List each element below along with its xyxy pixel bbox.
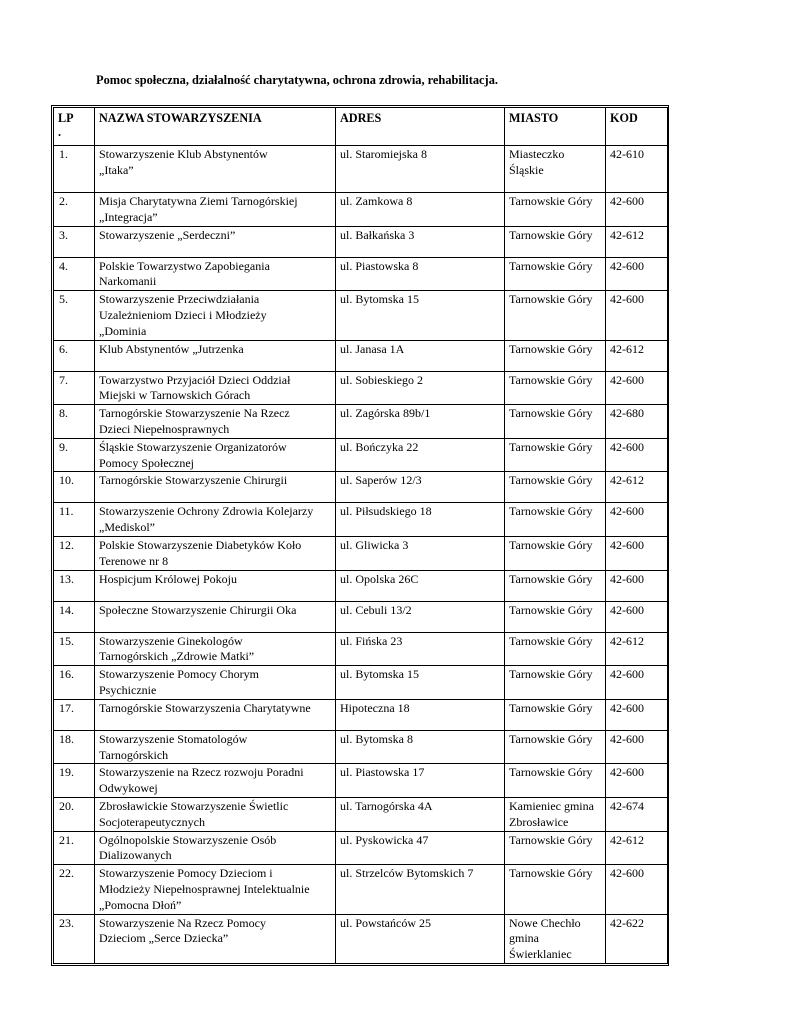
cell-name: Tarnogórskie Stowarzyszenie Chirurgii: [95, 472, 336, 503]
cell-lp: 21.: [54, 831, 95, 865]
cell-city: Tarnowskie Góry: [505, 503, 606, 537]
table-row: [54, 193, 668, 227]
cell-city: Tarnowskie Góry: [505, 226, 606, 257]
cell-lp: 9.: [54, 438, 95, 472]
table-row: [54, 340, 668, 371]
cell-address: ul. Bończyka 22: [336, 438, 505, 472]
cell-name: Stowarzyszenie Pomocy Chorym Psychicznie: [95, 666, 336, 700]
cell-address: ul. Bytomska 15: [336, 291, 505, 340]
table-row: [54, 865, 668, 914]
cell-code: 42-600: [606, 764, 668, 798]
cell-code: 42-600: [606, 503, 668, 537]
cell-name: Towarzystwo Przyjaciół Dzieci Oddział Miejski w Tarnowskich Górach: [95, 371, 336, 405]
table-row: [54, 831, 668, 865]
cell-city: Miasteczko Śląskie: [505, 146, 606, 193]
table-row: [54, 291, 668, 340]
cell-city: Tarnowskie Góry: [505, 193, 606, 227]
cell-name: Ogólnopolskie Stowarzyszenie Osób Dializowanych: [95, 831, 336, 865]
cell-code: 42-600: [606, 291, 668, 340]
column-header-city: MIASTO: [505, 108, 606, 146]
cell-address: ul. Pyskowicka 47: [336, 831, 505, 865]
cell-city: Tarnowskie Góry: [505, 340, 606, 371]
cell-code: 42-622: [606, 914, 668, 963]
cell-name: Hospicjum Królowej Pokoju: [95, 570, 336, 601]
cell-address: ul. Staromiejska 8: [336, 146, 505, 193]
cell-name: Stowarzyszenie Stomatologów Tarnogórskich: [95, 730, 336, 764]
cell-name: Stowarzyszenie Przeciwdziałania Uzależnieniom Dzieci i Młodzieży „Dominia: [95, 291, 336, 340]
cell-code: 42-600: [606, 371, 668, 405]
cell-name: Stowarzyszenie „Serdeczni”: [95, 226, 336, 257]
cell-address: ul. Sobieskiego 2: [336, 371, 505, 405]
table-row: [54, 601, 668, 632]
table-row: [54, 472, 668, 503]
cell-name: Misja Charytatywna Ziemi Tarnogórskiej „Integracja”: [95, 193, 336, 227]
cell-address: ul. Tarnogórska 4A: [336, 797, 505, 831]
table-row: [54, 797, 668, 831]
table-row: [54, 405, 668, 439]
cell-name: Stowarzyszenie Pomocy Dzieciom i Młodzieży Niepełnosprawnej Intelektualnie „Pomocna Dłoń”: [95, 865, 336, 914]
associations-table: [53, 107, 668, 964]
cell-lp: 19.: [54, 764, 95, 798]
column-header-lp: [54, 108, 95, 146]
cell-address: ul. Bytomska 8: [336, 730, 505, 764]
table-row: [54, 632, 668, 666]
cell-lp: 15.: [54, 632, 95, 666]
document-heading: Pomoc społeczna, działalność charytatywna, ochrona zdrowia, rehabilitacja.: [96, 73, 498, 87]
table-row: [54, 666, 668, 700]
cell-lp: 17.: [54, 699, 95, 730]
table-row: [54, 699, 668, 730]
table-body: [54, 146, 668, 964]
cell-code: 42-600: [606, 570, 668, 601]
cell-code: 42-610: [606, 146, 668, 193]
cell-address: ul. Opolska 26C: [336, 570, 505, 601]
cell-lp: 7.: [54, 371, 95, 405]
cell-lp: 18.: [54, 730, 95, 764]
cell-city: Tarnowskie Góry: [505, 257, 606, 291]
cell-city: Tarnowskie Góry: [505, 601, 606, 632]
cell-lp: 12.: [54, 536, 95, 570]
cell-code: 42-612: [606, 226, 668, 257]
cell-lp: 1.: [54, 146, 95, 193]
cell-name: Stowarzyszenie Ochrony Zdrowia Kolejarzy „Mediskol”: [95, 503, 336, 537]
cell-code: 42-612: [606, 472, 668, 503]
cell-city: Tarnowskie Góry: [505, 831, 606, 865]
cell-code: 42-600: [606, 730, 668, 764]
cell-code: 42-612: [606, 340, 668, 371]
cell-city: Kamieniec gmina Zbrosławice: [505, 797, 606, 831]
cell-code: 42-680: [606, 405, 668, 439]
cell-city: Nowe Chechło gmina Świerklaniec: [505, 914, 606, 963]
cell-city: Tarnowskie Góry: [505, 865, 606, 914]
table-row: [54, 503, 668, 537]
cell-lp: 11.: [54, 503, 95, 537]
cell-lp: 20.: [54, 797, 95, 831]
cell-code: 42-600: [606, 536, 668, 570]
cell-name: Stowarzyszenie na Rzecz rozwoju Poradni Odwykowej: [95, 764, 336, 798]
cell-lp: 22.: [54, 865, 95, 914]
cell-address: ul. Zamkowa 8: [336, 193, 505, 227]
cell-address: ul. Powstańców 25: [336, 914, 505, 963]
cell-city: Tarnowskie Góry: [505, 730, 606, 764]
cell-code: 42-600: [606, 865, 668, 914]
table-row: [54, 914, 668, 963]
table-row: [54, 764, 668, 798]
column-header-lp-text: LP .: [58, 111, 74, 139]
cell-name: Polskie Stowarzyszenie Diabetyków Koło Terenowe nr 8: [95, 536, 336, 570]
cell-lp: 23.: [54, 914, 95, 963]
table-row: [54, 570, 668, 601]
cell-city: Tarnowskie Góry: [505, 570, 606, 601]
table-row: [54, 226, 668, 257]
cell-name: Zbrosławickie Stowarzyszenie Świetlic Socjoterapeutycznych: [95, 797, 336, 831]
cell-city: Tarnowskie Góry: [505, 699, 606, 730]
cell-city: Tarnowskie Góry: [505, 438, 606, 472]
cell-code: 42-600: [606, 257, 668, 291]
cell-address: ul. Piastowska 8: [336, 257, 505, 291]
cell-address: ul. Bytomska 15: [336, 666, 505, 700]
cell-lp: 13.: [54, 570, 95, 601]
table-row: [54, 730, 668, 764]
cell-name: Klub Abstynentów „Jutrzenka: [95, 340, 336, 371]
cell-code: 42-612: [606, 632, 668, 666]
table-row: [54, 536, 668, 570]
cell-lp: 16.: [54, 666, 95, 700]
cell-city: Tarnowskie Góry: [505, 371, 606, 405]
cell-name: Społeczne Stowarzyszenie Chirurgii Oka: [95, 601, 336, 632]
cell-lp: 3.: [54, 226, 95, 257]
cell-address: ul. Cebuli 13/2: [336, 601, 505, 632]
cell-code: 42-600: [606, 699, 668, 730]
cell-city: Tarnowskie Góry: [505, 632, 606, 666]
cell-name: Stowarzyszenie Ginekologów Tarnogórskich „Zdrowie Matki”: [95, 632, 336, 666]
cell-name: Stowarzyszenie Na Rzecz Pomocy Dzieciom „Serce Dziecka”: [95, 914, 336, 963]
cell-address: ul. Gliwicka 3: [336, 536, 505, 570]
cell-lp: 2.: [54, 193, 95, 227]
cell-code: 42-674: [606, 797, 668, 831]
cell-code: 42-600: [606, 438, 668, 472]
cell-address: Hipoteczna 18: [336, 699, 505, 730]
cell-name: Śląskie Stowarzyszenie Organizatorów Pomocy Społecznej: [95, 438, 336, 472]
cell-city: Tarnowskie Góry: [505, 405, 606, 439]
table-row: [54, 371, 668, 405]
column-header-name: NAZWA STOWARZYSZENIA: [95, 108, 336, 146]
cell-name: Tarnogórskie Stowarzyszenia Charytatywne: [95, 699, 336, 730]
cell-city: Tarnowskie Góry: [505, 291, 606, 340]
cell-code: 42-600: [606, 666, 668, 700]
cell-name: Tarnogórskie Stowarzyszenie Na Rzecz Dzieci Niepełnosprawnych: [95, 405, 336, 439]
cell-lp: 6.: [54, 340, 95, 371]
table-row: [54, 146, 668, 193]
cell-address: ul. Strzelców Bytomskich 7: [336, 865, 505, 914]
cell-city: Tarnowskie Góry: [505, 536, 606, 570]
cell-address: ul. Janasa 1A: [336, 340, 505, 371]
cell-lp: 5.: [54, 291, 95, 340]
cell-name: Stowarzyszenie Klub Abstynentów „Itaka”: [95, 146, 336, 193]
cell-city: Tarnowskie Góry: [505, 472, 606, 503]
cell-code: 42-600: [606, 193, 668, 227]
cell-lp: 8.: [54, 405, 95, 439]
column-header-code: KOD: [606, 108, 668, 146]
cell-lp: 4.: [54, 257, 95, 291]
cell-code: 42-612: [606, 831, 668, 865]
table-row: [54, 257, 668, 291]
cell-lp: 10.: [54, 472, 95, 503]
cell-lp: 14.: [54, 601, 95, 632]
cell-city: Tarnowskie Góry: [505, 764, 606, 798]
column-header-address: ADRES: [336, 108, 505, 146]
cell-name: Polskie Towarzystwo Zapobiegania Narkomanii: [95, 257, 336, 291]
cell-address: ul. Fińska 23: [336, 632, 505, 666]
cell-address: ul. Piłsudskiego 18: [336, 503, 505, 537]
table-row: [54, 438, 668, 472]
table-header-row: [54, 108, 668, 146]
associations-table-frame: [51, 105, 669, 966]
cell-city: Tarnowskie Góry: [505, 666, 606, 700]
cell-address: ul. Zagórska 89b/1: [336, 405, 505, 439]
cell-code: 42-600: [606, 601, 668, 632]
cell-address: ul. Saperów 12/3: [336, 472, 505, 503]
cell-address: ul. Bałkańska 3: [336, 226, 505, 257]
cell-address: ul. Piastowska 17: [336, 764, 505, 798]
